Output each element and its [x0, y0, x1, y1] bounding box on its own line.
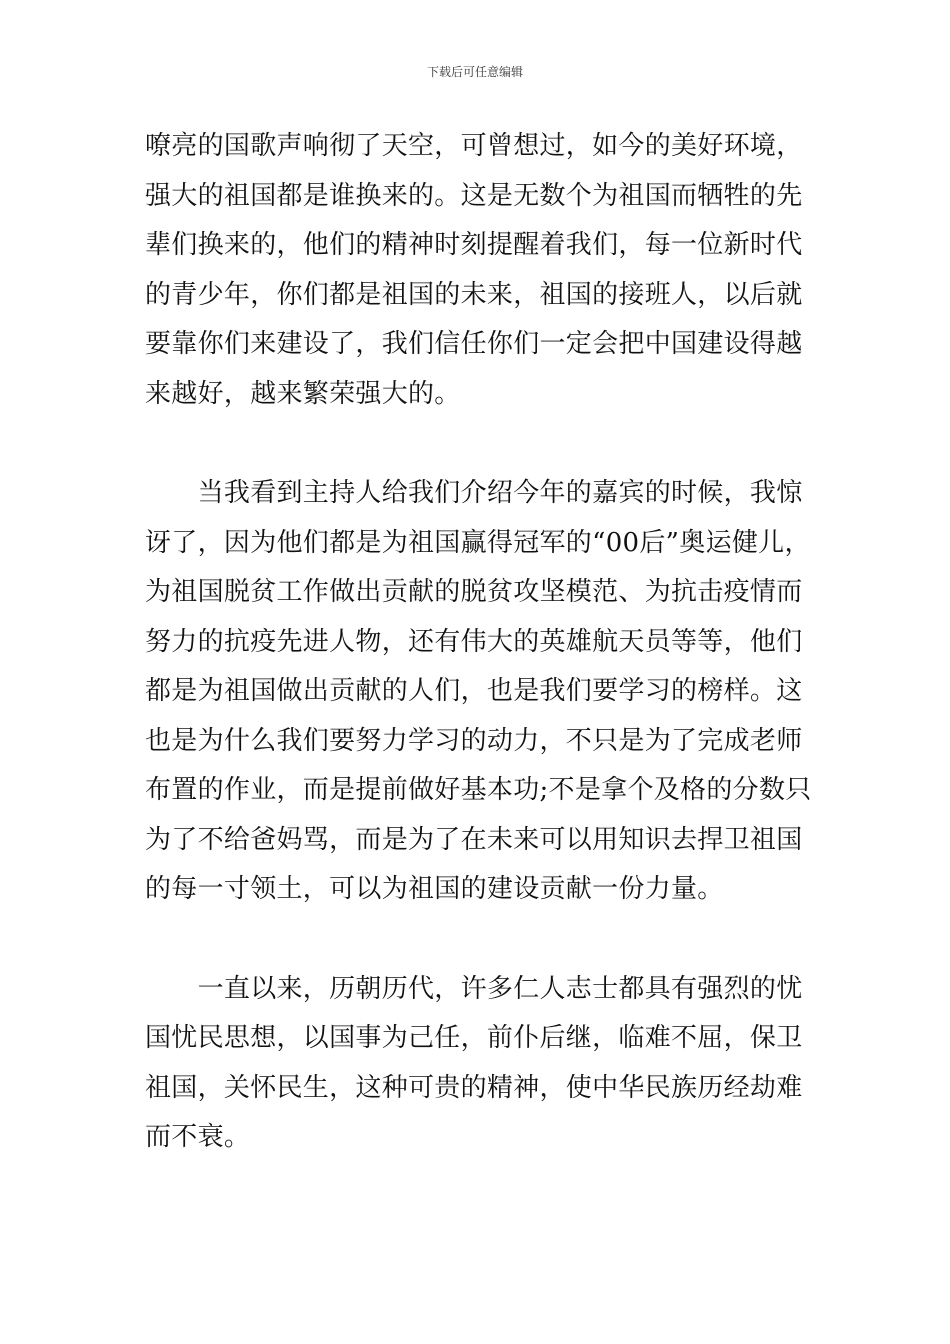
text-line: 而不衰。	[145, 1122, 251, 1152]
text-line: 都是为祖国做出贡献的人们，也是我们要学习的榜样。这	[145, 676, 803, 706]
text-line: 强大的祖国都是谁换来的。这是无数个为祖国而牺牲的先	[145, 180, 803, 211]
text-line: 的每一寸领土，可以为祖国的建设贡献一份力量。	[145, 874, 724, 904]
text-line: 为祖国脱贫工作做出贡献的脱贫攻坚模范、为抗击疫情而	[145, 577, 803, 607]
paragraph-spacer	[145, 915, 813, 965]
document-body	[145, 122, 813, 1163]
paragraph-spacer	[145, 419, 813, 469]
text-line: 祖国，关怀民生，这种可贵的精神，使中华民族历经劫难	[145, 1072, 803, 1103]
text-line: 来越好，越来繁荣强大的。	[145, 378, 461, 409]
paragraph-1	[145, 122, 813, 419]
text-line: 布置的作业，而是提前做好基本功;不是拿个及格的分数只	[145, 775, 812, 805]
text-line: 一直以来，历朝历代，许多仁人志士都具有强烈的忧	[145, 973, 803, 1004]
paragraph-3	[145, 965, 813, 1163]
text-line: 当我看到主持人给我们介绍今年的嘉宾的时候，我惊	[145, 478, 803, 508]
paragraph-2	[145, 469, 813, 915]
text-line: 嘹亮的国歌声响彻了天空，可曾想过，如今的美好环境，	[145, 131, 803, 161]
text-line: 努力的抗疫先进人物，还有伟大的英雄航天员等等，他们	[145, 626, 803, 657]
text-line: 也是为什么我们要努力学习的动力，不只是为了完成老师	[145, 725, 803, 756]
text-line: 的青少年，你们都是祖国的未来，祖国的接班人，以后就	[145, 279, 803, 310]
text-line: 辈们换来的，他们的精神时刻提醒着我们，每一位新时代	[145, 230, 803, 260]
text-line: 要靠你们来建设了，我们信任你们一定会把中国建设得越	[145, 329, 803, 359]
text-line: 为了不给爸妈骂，而是为了在未来可以用知识去捍卫祖国	[145, 824, 803, 855]
page-header: 下载后可任意编辑	[426, 65, 523, 79]
text-line: 讶了，因为他们都是为祖国赢得冠军的“00后”奥运健儿，	[145, 527, 811, 558]
text-line: 国忧民思想，以国事为己任，前仆后继，临难不屈，保卫	[145, 1023, 803, 1053]
